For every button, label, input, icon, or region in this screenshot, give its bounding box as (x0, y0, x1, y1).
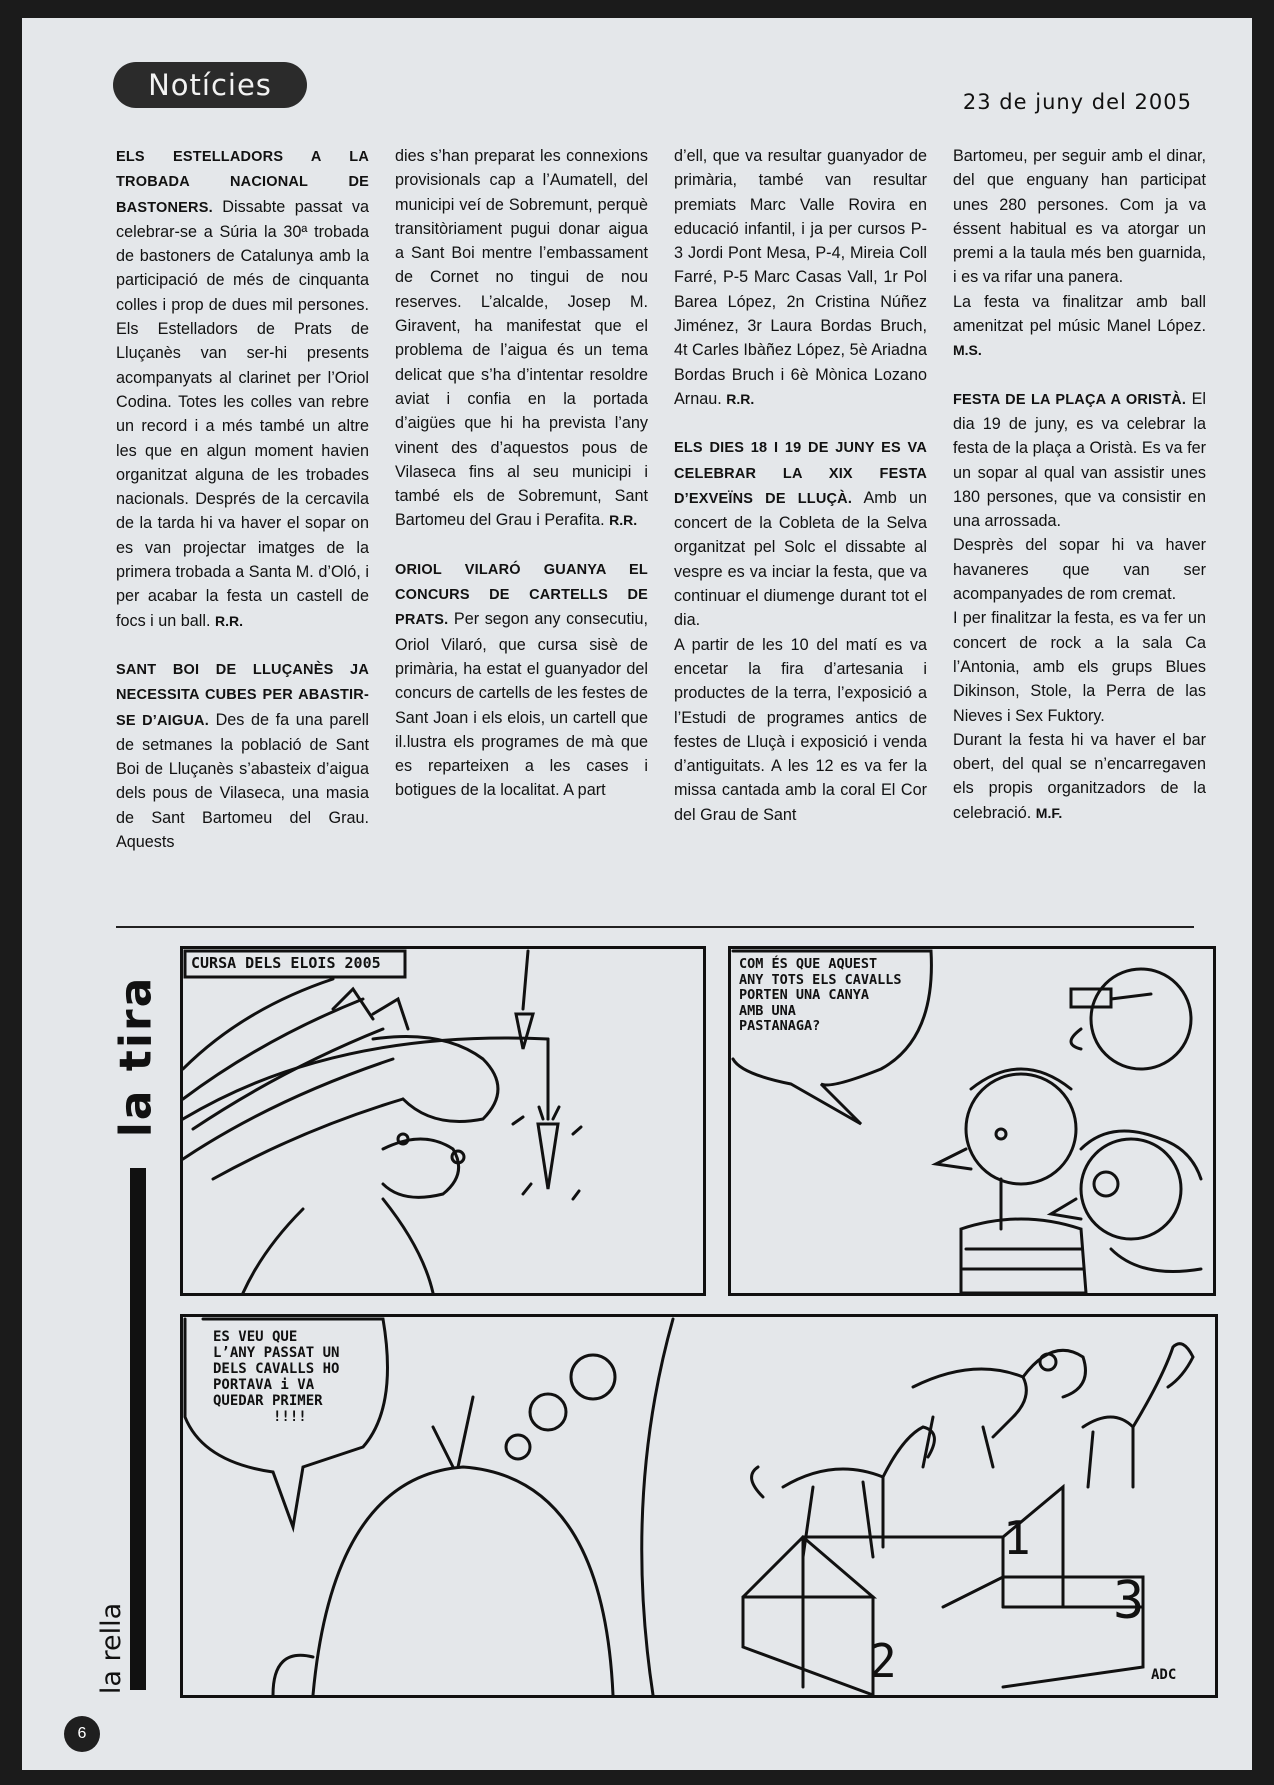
page-number: 6 (64, 1716, 100, 1752)
article-signature: R.R. (726, 390, 755, 407)
artist-signature: ADC (1151, 1667, 1177, 1683)
article-body: d’ell, que va resultar guanyador de primària, també van resultar premiats Marc Valle Rovira en educació infantil, i ja per cursos P-3 Jordi Pont Mesa, P-4, Mireia Coll Farré, P-5 Marc Casas Vall, 1r Pol Barea López, 2n Cristina Núñez Jiménez, 3r Laura Bordas Bruch, 4t Carles Ibàñez López, 5è Ariadna Bordas Bruch i 6è Mònica Lozano Arnau. (674, 147, 927, 408)
article-body: Durant la festa hi va haver el bar obert, del qual se n’encarregaven els propis organitzadors de la celebració. (953, 730, 1206, 822)
article-body: Des de fa una parell de setmanes la població de Sant Boi de Lluçanès s’abasteix d’aigua dels pous de Vilaseca, una masia de Sant Bartomeu del Grau. Aquests (116, 710, 369, 852)
article-headline: FESTA DE LA PLAÇA A ORISTÀ. (953, 391, 1187, 408)
article-body: dies s’han preparat les connexions provisionals cap a l’Aumatell, del municipi veí de Sobremunt, perquè transitòriament pugui donar aigua a Sant Boi mentre l’embassament de Cornet no tingui de nou reserves. L’alcalde, Josep M. Giravent, ha manifestat que el problema de l’aigua és un tema delicat que s’ha d’intentar resoldre aviat i confia en la portada d’aigües que hi ha prevista l’any vinent des d’aquestos pous de Vilaseca fins al seu municipi i també els de Sobremunt, Sant Bartomeu del Grau i Perafita. (395, 147, 648, 530)
section-divider (116, 926, 1194, 928)
article-signature: M.F. (1035, 804, 1063, 821)
podium-number-3: 3 (1113, 1571, 1145, 1631)
article-exveins (674, 435, 927, 632)
article-cartells-cont (674, 144, 927, 411)
column-1 (116, 144, 369, 924)
newspaper-page (22, 18, 1252, 1770)
speech-balloon-question: COM ÉS QUE AQUEST ANY TOTS ELS CAVALLS PORTEN UNA CANYA AMB UNA PASTANAGA? (739, 956, 902, 1035)
speech-balloon-answer: ES VEU QUE L’ANY PASSAT UN DELS CAVALLS HO PORTAVA i VA QUEDAR PRIMER !!!! (213, 1329, 340, 1426)
article-sant-boi (116, 657, 369, 854)
article-signature: R.R. (609, 512, 638, 529)
article-signature: M.S. (953, 342, 982, 359)
article-body: Per segon any consecutiu, Oriol Vilaró, que cursa sisè de primària, ha estat el guanyador del concurs de cartells de les festes de Sant Joan i els elois, un cartell que il.lustra els programes de mà que es reparteixen a les cases i botigues de la localitat. A part (395, 610, 648, 800)
comic-panel-1 (180, 946, 706, 1296)
publication-name: la rella (96, 1602, 128, 1694)
column-2 (395, 144, 648, 924)
article-columns (116, 144, 1206, 924)
comic-panel-2 (728, 946, 1216, 1296)
article-orista-end (953, 728, 1206, 825)
article-body: Amb un concert de la Cobleta de la Selva organitzat pel Solc el dissabte al vespre es va inciar la festa, que va continuar el diumenge durant tot el dia. (674, 488, 927, 630)
article-cartells (395, 557, 648, 803)
panel-caption: CURSA DELS ELOIS 2005 (191, 954, 381, 972)
article-orista (953, 387, 1206, 534)
article-bastoners (116, 144, 369, 633)
comic-section-label: la tira (110, 975, 162, 1137)
article-body: La festa va finalitzar amb ball amenitzat pel músic Manel López. (953, 292, 1206, 336)
article-orista-para: Desprès del sopar hi va haver havaneres que van ser acompanyades de rom cremat. (953, 536, 1206, 604)
comic-panel-3 (180, 1314, 1218, 1698)
article-headline: ELS ESTELLADORS A LA TROBADA NACIONAL DE BASTONERS. (116, 149, 369, 216)
article-exveins-cont: Bartomeu, per seguir amb el dinar, del que enguany han participat unes 280 persones. Com ja va éssent habitual es va atorgar un premi a la taula més ben guarnida, i es va rifar una panera. (953, 147, 1206, 287)
article-headline: ORIOL VILARÓ GUANYA EL CONCURS DE CARTELLS DE PRATS. (395, 561, 648, 629)
article-headline: ELS DIES 18 I 19 DE JUNY ES VA CELEBRAR LA XIX FESTA D’EXVEÏNS DE LLUÇÀ. (674, 440, 927, 507)
section-badge: Notícies (113, 62, 307, 108)
article-orista-para: I per finalitzar la festa, es va fer un concert de rock a la sala Ca l’Antonia, amb els grups Blues Dikinson, Stole, la Perra de las Nieves i Sex Fuktory. (953, 609, 1206, 725)
article-headline: SANT BOI DE LLUÇANÈS JA NECESSITA CUBES PER ABASTIR-SE D’AIGUA. (116, 661, 369, 729)
issue-date: 23 de juny del 2005 (962, 90, 1192, 114)
column-3 (674, 144, 927, 924)
article-body: Dissabte passat va celebrar-se a Súria la 30ª trobada de bastoners de Catalunya amb la participació de més de cinquanta colles i prop de dues mil persones. Els Estelladors de Prats de Lluçanès van ser-hi presents acompanyats al clarinet per l’Oriol Codina. Totes les colles van rebre un record i a més també un altre les que en algun moment havien organitzat alguna de les trobades nacionals. Després de la cercavila de la tarda hi va haver el sopar on es van projectar imatges de la primera trobada a Santa M. d’Oló, i per acabar la festa un castell de focs i un ball. (116, 197, 369, 630)
article-signature: R.R. (214, 612, 243, 629)
article-exveins-end (953, 290, 1206, 363)
horse-carrot-drawing (183, 949, 703, 1293)
article-sant-boi-cont (395, 144, 648, 533)
column-4 (953, 144, 1206, 924)
article-body: El dia 19 de juny, es va celebrar la festa de la plaça a Oristà. Es va fer un sopar al qual van assistir unes 180 persones, que va consistir en una arrossada. (953, 389, 1206, 531)
article-exveins-para: A partir de les 10 del matí es va encetar la fira d’artesania i productes de la terra, l’exposició a l’Estudi de programes antics de festes de Lluçà i exposició i venda d’antiguitats. A les 12 es va fer la missa cantada amb la coral El Cor del Grau de Sant (674, 635, 927, 824)
podium-number-2: 2 (869, 1634, 897, 1688)
podium-number-1: 1 (1003, 1511, 1031, 1565)
